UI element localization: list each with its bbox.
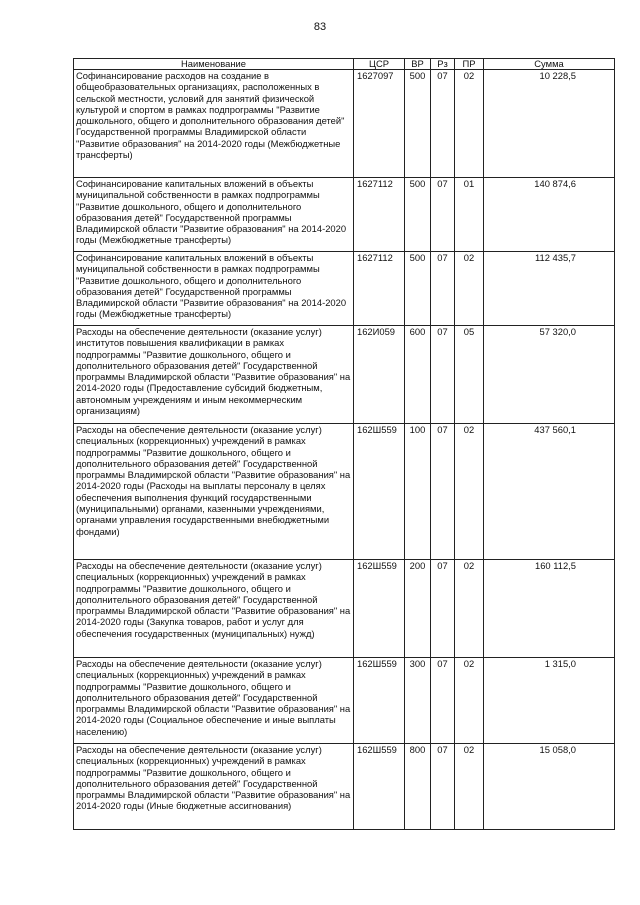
table-row [74, 744, 615, 830]
row-vr: 500 [405, 252, 431, 326]
page-number: 83 [313, 21, 327, 33]
row-sum: 140 874,6 [484, 178, 615, 252]
row-rz: 07 [431, 658, 455, 744]
table-row [74, 70, 615, 178]
table-row [74, 252, 615, 326]
row-sum: 437 560,1 [484, 424, 615, 560]
row-name: Софинансирование капитальных вложений в объекты муниципальной собственности в рамках подпрограммы "Развитие дошкольного, общего и дополнительного образования детей" Государственной программы Владимирской области "Развитие образования" на 2014-2020 годы (Межбюджетные трансферты) [74, 252, 354, 326]
row-sum: 112 435,7 [484, 252, 615, 326]
header-vr: ВР [405, 59, 431, 70]
row-vr: 600 [405, 326, 431, 424]
row-pr: 02 [455, 252, 484, 326]
table-row [74, 326, 615, 424]
table-row [74, 424, 615, 560]
row-name: Софинансирование расходов на создание в общеобразовательных организациях, расположенных в сельской местности, условий для занятий физической культурой и спортом в рамках подпрограммы "Развитие дошкольного, общего и дополнительного образования детей" Государственной программы Владимирской области "Развитие образования" на 2014-2020 годы (Межбюджетные трансферты) [74, 70, 354, 178]
row-pr: 01 [455, 178, 484, 252]
row-sum: 15 058,0 [484, 744, 615, 830]
row-sum: 1 315,0 [484, 658, 615, 744]
row-rz: 07 [431, 744, 455, 830]
header-csr: ЦСР [354, 59, 405, 70]
row-name: Расходы на обеспечение деятельности (оказание услуг) специальных (коррекционных) учреждений в рамках подпрограммы "Развитие дошкольного, общего и дополнительного образования детей" Государственной программы Владимирской области "Развитие образования" на 2014-2020 годы (Закупка товаров, работ и услуг для обеспечения государственных (муниципальных) нужд) [74, 560, 354, 658]
table-row [74, 658, 615, 744]
row-sum: 57 320,0 [484, 326, 615, 424]
row-sum: 160 112,5 [484, 560, 615, 658]
table-row [74, 560, 615, 658]
row-csr: 162Ш559 [354, 744, 405, 830]
budget-table [73, 58, 615, 830]
row-vr: 300 [405, 658, 431, 744]
row-sum: 10 228,5 [484, 70, 615, 178]
row-csr: 1627112 [354, 178, 405, 252]
row-name: Расходы на обеспечение деятельности (оказание услуг) специальных (коррекционных) учреждений в рамках подпрограммы "Развитие дошкольного, общего и дополнительного образования детей" Государственной программы Владимирской области "Развитие образования" на 2014-2020 годы (Социальное обеспечение и иные выплаты населению) [74, 658, 354, 744]
row-pr: 02 [455, 70, 484, 178]
row-vr: 100 [405, 424, 431, 560]
row-pr: 02 [455, 658, 484, 744]
row-pr: 02 [455, 744, 484, 830]
row-name: Расходы на обеспечение деятельности (оказание услуг) специальных (коррекционных) учреждений в рамках подпрограммы "Развитие дошкольного, общего и дополнительного образования детей" Государственной программы Владимирской области "Развитие образования" на 2014-2020 годы (Иные бюджетные ассигнования) [74, 744, 354, 830]
row-csr: 1627112 [354, 252, 405, 326]
row-vr: 500 [405, 70, 431, 178]
row-name: Расходы на обеспечение деятельности (оказание услуг) институтов повышения квалификации в рамках подпрограммы "Развитие дошкольного, общего и дополнительного образования детей" Государственной программы Владимирской области "Развитие образования" на 2014-2020 годы (Предоставление субсидий бюджетным, автономным учреждениям и иным некоммерческим организациям) [74, 326, 354, 424]
header-name: Наименование [74, 59, 354, 70]
table-header-row [74, 59, 615, 70]
header-pr: ПР [455, 59, 484, 70]
row-csr: 1627097 [354, 70, 405, 178]
row-rz: 07 [431, 178, 455, 252]
table-row [74, 178, 615, 252]
header-sum: Сумма [484, 59, 615, 70]
row-csr: 162Ш559 [354, 424, 405, 560]
row-vr: 800 [405, 744, 431, 830]
row-vr: 500 [405, 178, 431, 252]
row-csr: 162И059 [354, 326, 405, 424]
row-pr: 05 [455, 326, 484, 424]
row-rz: 07 [431, 326, 455, 424]
row-vr: 200 [405, 560, 431, 658]
row-csr: 162Ш559 [354, 658, 405, 744]
row-rz: 07 [431, 560, 455, 658]
row-rz: 07 [431, 70, 455, 178]
row-name: Софинансирование капитальных вложений в объекты муниципальной собственности в рамках подпрограммы "Развитие дошкольного, общего и дополнительного образования детей" Государственной программы Владимирской области "Развитие образования" на 2014-2020 годы (Межбюджетные трансферты) [74, 178, 354, 252]
row-name: Расходы на обеспечение деятельности (оказание услуг) специальных (коррекционных) учреждений в рамках подпрограммы "Развитие дошкольного, общего и дополнительного образования детей" Государственной программы Владимирской области "Развитие образования" на 2014-2020 годы (Расходы на выплаты персоналу в целях обеспечения выполнения функций государственными (муниципальными) органами, казенными учреждениями, органами управления государственными внебюджетными фондами) [74, 424, 354, 560]
header-rz: Рз [431, 59, 455, 70]
row-pr: 02 [455, 560, 484, 658]
row-csr: 162Ш559 [354, 560, 405, 658]
row-rz: 07 [431, 424, 455, 560]
row-pr: 02 [455, 424, 484, 560]
row-rz: 07 [431, 252, 455, 326]
